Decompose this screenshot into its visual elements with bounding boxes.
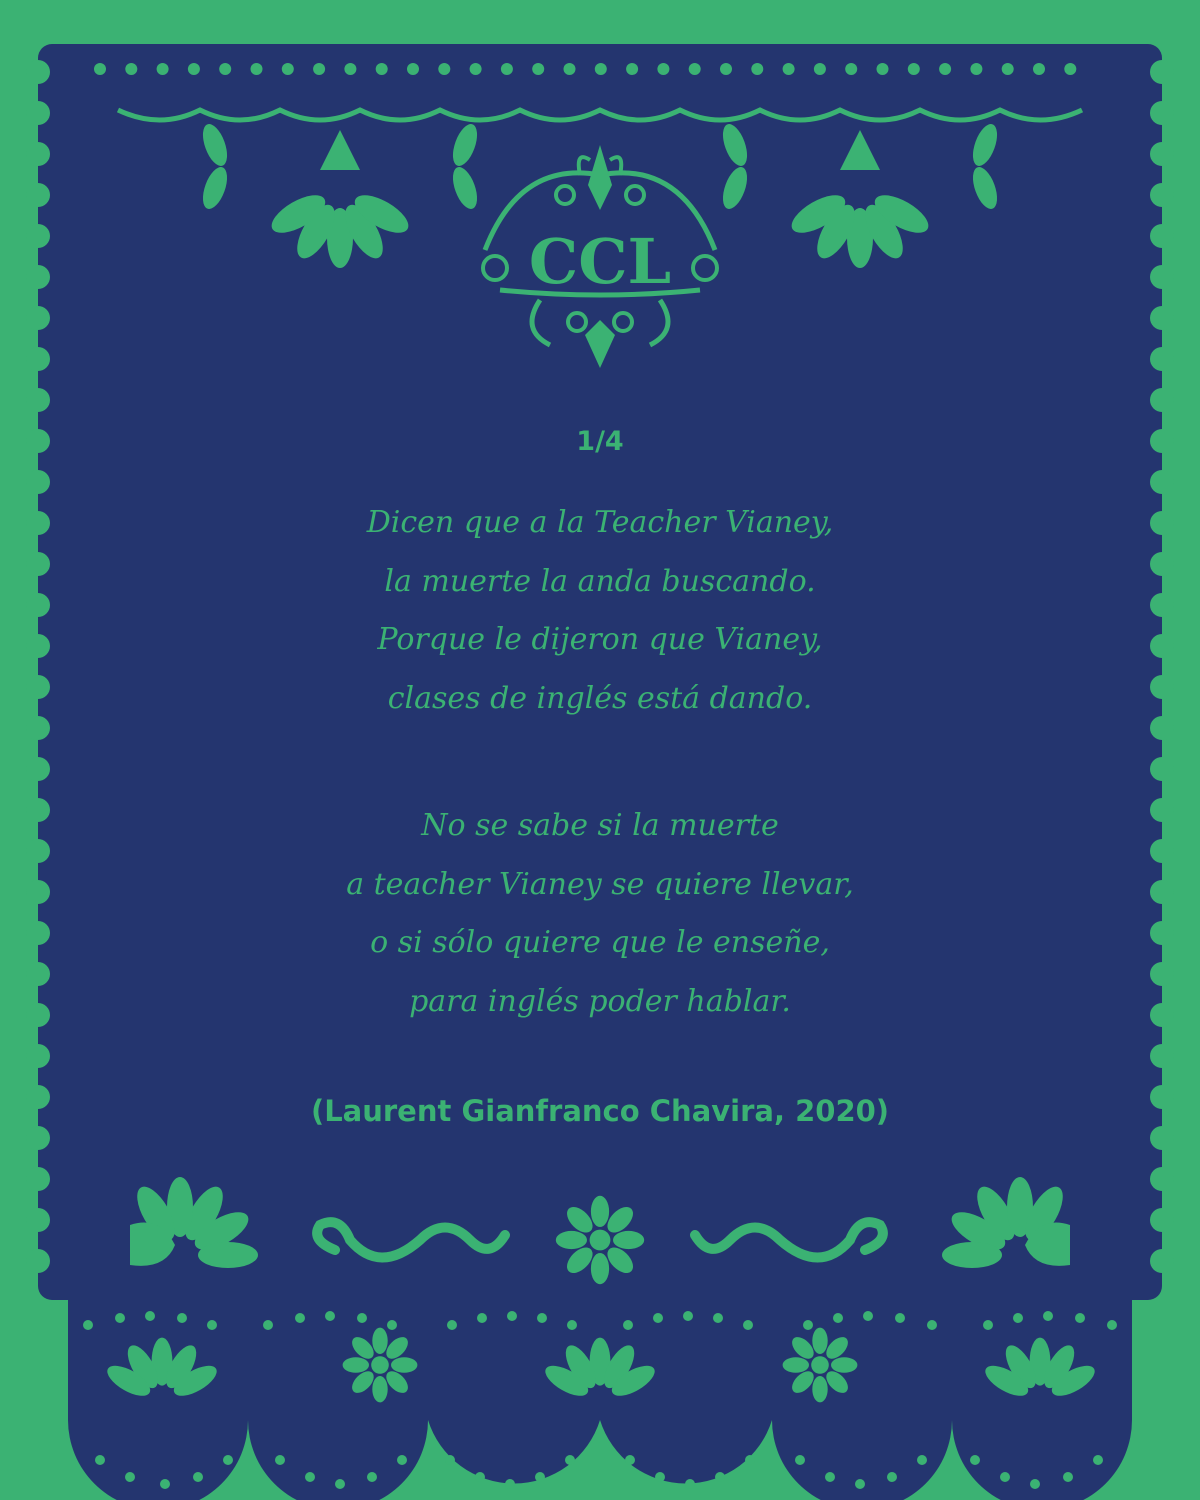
- bottom-dot: [1093, 1455, 1103, 1465]
- side-notch: [26, 101, 50, 125]
- side-notch: [1150, 1249, 1174, 1273]
- side-notch: [1150, 101, 1174, 125]
- side-notch: [1150, 552, 1174, 576]
- bottom-dot: [83, 1320, 93, 1330]
- poem-line: No se sabe si la muerte: [421, 808, 779, 843]
- side-notch: [1150, 224, 1174, 248]
- side-notch: [26, 511, 50, 535]
- side-notch: [26, 1167, 50, 1191]
- side-notch: [1150, 634, 1174, 658]
- bottom-dot: [95, 1455, 105, 1465]
- side-notch: [1150, 511, 1174, 535]
- side-notch: [1150, 1085, 1174, 1109]
- side-notch: [1150, 757, 1174, 781]
- side-notch: [1150, 142, 1174, 166]
- side-notch: [1150, 306, 1174, 330]
- side-notch: [26, 347, 50, 371]
- poem-stanza-1: [150, 494, 1050, 728]
- side-notch: [26, 183, 50, 207]
- side-notch: [26, 1208, 50, 1232]
- poem-line: o si sólo quiere que le enseñe,: [370, 925, 830, 960]
- side-notch: [26, 634, 50, 658]
- side-notch: [26, 798, 50, 822]
- poem-card: [150, 0, 1050, 1500]
- side-notch: [1150, 921, 1174, 945]
- side-notch: [26, 716, 50, 740]
- side-notch: [26, 1003, 50, 1027]
- side-notch: [1150, 593, 1174, 617]
- side-notch: [26, 388, 50, 412]
- side-notch: [26, 839, 50, 863]
- side-notch: [26, 470, 50, 494]
- side-notch: [1150, 1044, 1174, 1068]
- side-notch: [26, 675, 50, 699]
- side-notch: [26, 962, 50, 986]
- side-notch: [26, 921, 50, 945]
- side-notch: [26, 757, 50, 781]
- bottom-dot: [125, 1472, 135, 1482]
- side-notch: [1150, 839, 1174, 863]
- page-number: 1/4: [576, 426, 624, 457]
- poem-line: clases de inglés está dando.: [387, 680, 813, 716]
- side-notch: [26, 265, 50, 289]
- side-notch: [26, 593, 50, 617]
- side-notch: [26, 60, 50, 84]
- side-notch: [1150, 1126, 1174, 1150]
- side-notch: [26, 142, 50, 166]
- side-notch: [1150, 716, 1174, 740]
- bottom-dot: [1063, 1472, 1073, 1482]
- side-notch: [26, 880, 50, 904]
- poem-line: la muerte la anda buscando.: [384, 563, 816, 599]
- side-notch: [26, 306, 50, 330]
- side-notch: [1150, 798, 1174, 822]
- side-notch: [1150, 60, 1174, 84]
- attribution: (Laurent Gianfranco Chavira, 2020): [310, 1094, 890, 1128]
- side-notch: [1150, 429, 1174, 453]
- poem-line: Porque le dijeron que Vianey,: [377, 622, 823, 657]
- side-notch: [1150, 347, 1174, 371]
- side-notch: [26, 224, 50, 248]
- side-notch: [26, 429, 50, 453]
- side-notch: [1150, 388, 1174, 412]
- top-dot: [125, 63, 137, 75]
- side-notch: [26, 1249, 50, 1273]
- poem-line: para inglés poder hablar.: [409, 983, 791, 1019]
- side-notch: [1150, 1208, 1174, 1232]
- side-notch: [1150, 675, 1174, 699]
- side-notch: [1150, 1003, 1174, 1027]
- side-notch: [1150, 265, 1174, 289]
- side-notch: [1150, 470, 1174, 494]
- side-notch: [26, 1126, 50, 1150]
- side-notch: [1150, 962, 1174, 986]
- side-notch: [26, 552, 50, 576]
- top-dot: [1064, 63, 1076, 75]
- poem-line: a teacher Vianey se quiere llevar,: [346, 866, 854, 902]
- bottom-dot: [1107, 1320, 1117, 1330]
- side-notch: [1150, 880, 1174, 904]
- bottom-dot: [1075, 1313, 1085, 1323]
- poem-stanza-2: [150, 797, 1050, 1031]
- side-notch: [1150, 1167, 1174, 1191]
- side-notch: [1150, 183, 1174, 207]
- logo-text: CCL: [528, 225, 672, 298]
- top-dot: [94, 63, 106, 75]
- poem-line: Dicen que a la Teacher Vianey,: [366, 505, 834, 540]
- bottom-dot: [115, 1313, 125, 1323]
- side-notch: [26, 1085, 50, 1109]
- side-notch: [26, 1044, 50, 1068]
